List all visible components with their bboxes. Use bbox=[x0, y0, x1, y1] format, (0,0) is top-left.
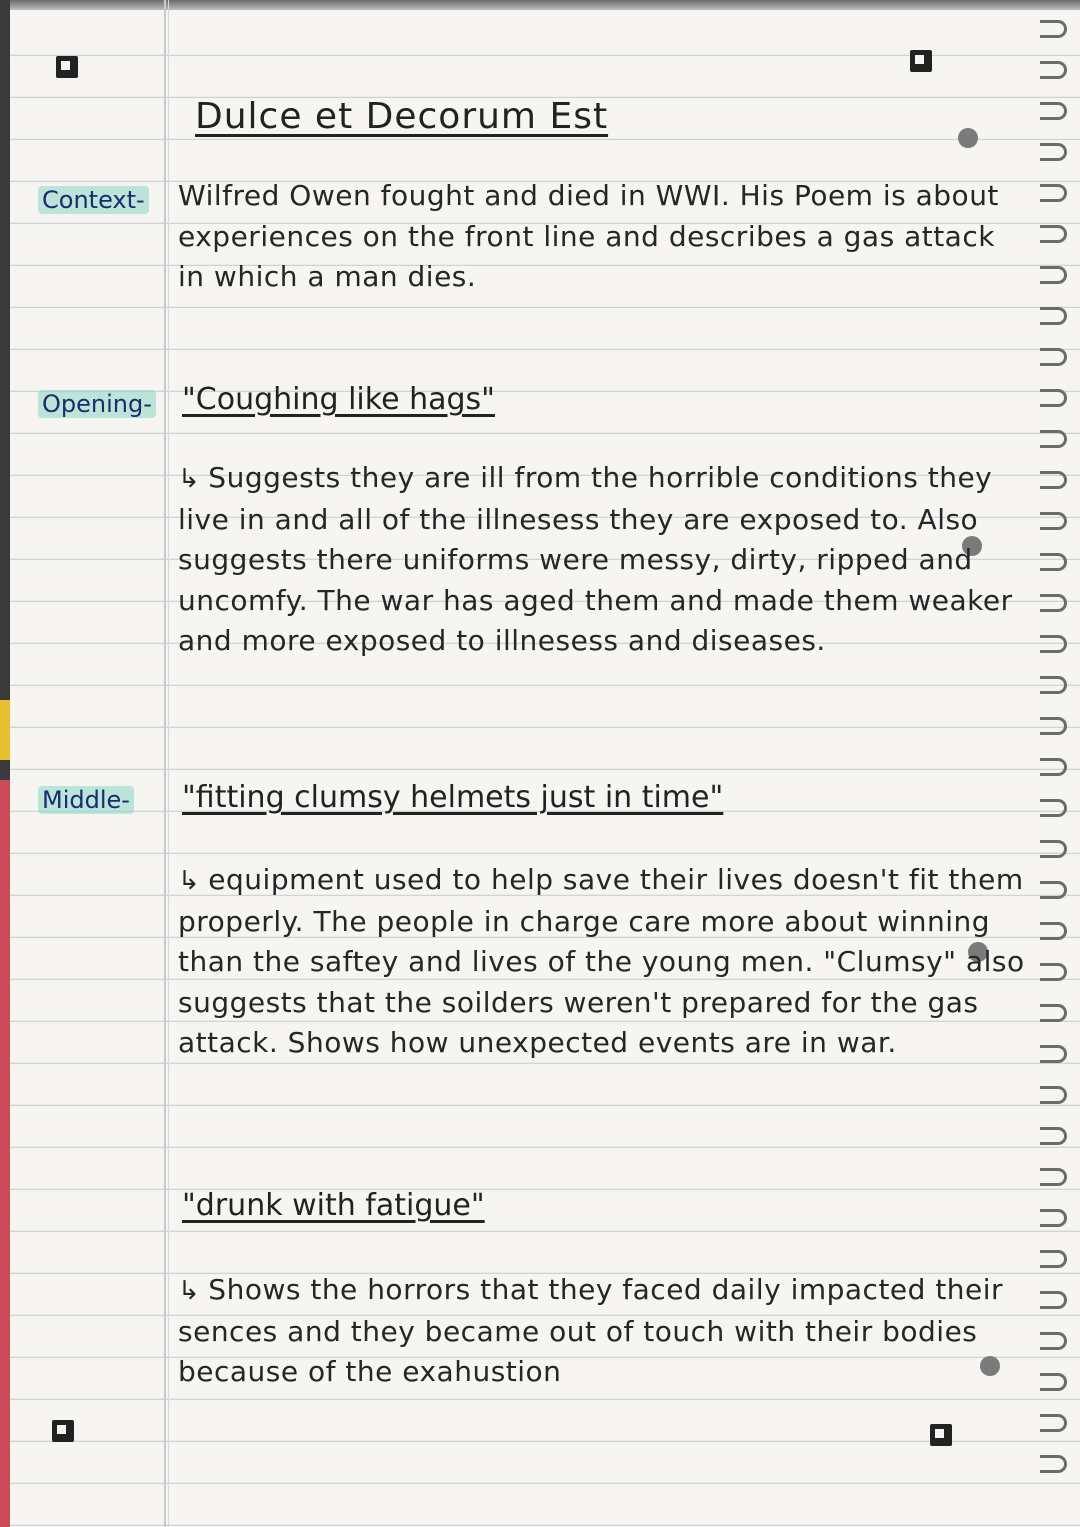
spiral-loop bbox=[1040, 594, 1067, 612]
context-text: Wilfred Owen fought and died in WWI. His Poem is about experiences on the front line and describes a gas attack in which a man dies. bbox=[178, 179, 999, 293]
spiral-loop bbox=[1040, 1004, 1067, 1022]
opening-quote-text: "Coughing like hags" bbox=[182, 382, 495, 417]
opening-analysis bbox=[178, 458, 1028, 662]
fatigue-quote-text: "drunk with fatigue" bbox=[182, 1188, 485, 1223]
spiral-loop bbox=[1040, 758, 1067, 776]
spiral-loop bbox=[1040, 1250, 1067, 1268]
spiral-loop bbox=[1040, 1332, 1067, 1350]
spiral-loop bbox=[1040, 307, 1067, 325]
middle-analysis bbox=[178, 860, 1028, 1064]
margin-line-secondary bbox=[168, 0, 169, 1527]
spiral-loop bbox=[1040, 61, 1067, 79]
spiral-loop bbox=[1040, 676, 1067, 694]
spiral-loop bbox=[1040, 840, 1067, 858]
spiral-loop bbox=[1040, 1291, 1067, 1309]
punch-hole-icon bbox=[958, 128, 978, 148]
spiral-loop bbox=[1040, 20, 1067, 38]
arrow-icon: ↳ bbox=[178, 464, 201, 494]
opening-analysis-text: Suggests they are ill from the horrible conditions they live in and all of the illnesess they are exposed to. Also suggests there uniforms were messy, dirty, ripped and uncomfy. The war has aged them and made them weaker and more exposed to illnesess and diseases. bbox=[178, 461, 1013, 657]
spiral-loop bbox=[1040, 1455, 1067, 1473]
spiral-loop bbox=[1040, 225, 1067, 243]
spiral-loop bbox=[1040, 512, 1067, 530]
spiral-loop bbox=[1040, 922, 1067, 940]
margin-line bbox=[164, 0, 166, 1527]
section-label-opening: Opening- bbox=[38, 390, 156, 418]
spiral-loop bbox=[1040, 881, 1067, 899]
middle-quote bbox=[182, 780, 723, 815]
spiral-loop bbox=[1040, 1373, 1067, 1391]
fatigue-analysis bbox=[178, 1270, 1028, 1393]
spiral-loop bbox=[1040, 1045, 1067, 1063]
page-title: Dulce et Decorum Est bbox=[195, 96, 609, 137]
spiral-loop bbox=[1040, 717, 1067, 735]
spiral-loop bbox=[1040, 635, 1067, 653]
middle-quote-text: "fitting clumsy helmets just in time" bbox=[182, 780, 724, 815]
fatigue-analysis-text: Shows the horrors that they faced daily impacted their sences and they became out of touch with their bodies because of the exahustion bbox=[178, 1273, 1004, 1388]
spiral-loop bbox=[1040, 1086, 1067, 1104]
page-top-edge bbox=[0, 0, 1080, 10]
spiral-loop bbox=[1040, 1209, 1067, 1227]
spiral-loop bbox=[1040, 963, 1067, 981]
spiral-loop bbox=[1040, 430, 1067, 448]
spiral-loop bbox=[1040, 266, 1067, 284]
corner-marker-icon bbox=[930, 1424, 952, 1446]
section-label-middle: Middle- bbox=[38, 786, 134, 814]
corner-marker-icon bbox=[56, 56, 78, 78]
spiral-loop bbox=[1040, 102, 1067, 120]
section-label-context: Context- bbox=[38, 186, 149, 214]
arrow-icon: ↳ bbox=[178, 1276, 201, 1306]
spiral-loop bbox=[1040, 1127, 1067, 1145]
page-left-tab-red bbox=[0, 780, 10, 1527]
fatigue-quote bbox=[182, 1188, 485, 1223]
spiral-binding-icon bbox=[1036, 20, 1076, 1520]
middle-analysis-text: equipment used to help save their lives doesn't fit them properly. The people in charge care more about winning than the saftey and lives of the young men. "Clumsy" also suggests that the soilders weren't prepared for the gas attack. Shows how unexpected events are in war. bbox=[178, 863, 1025, 1059]
spiral-loop bbox=[1040, 348, 1067, 366]
spiral-loop bbox=[1040, 1168, 1067, 1186]
arrow-icon: ↳ bbox=[178, 866, 201, 896]
spiral-loop bbox=[1040, 471, 1067, 489]
page-left-tab-yellow bbox=[0, 700, 10, 760]
spiral-loop bbox=[1040, 389, 1067, 407]
spiral-loop bbox=[1040, 1414, 1067, 1432]
corner-marker-icon bbox=[52, 1420, 74, 1442]
opening-quote bbox=[182, 382, 495, 417]
spiral-loop bbox=[1040, 184, 1067, 202]
spiral-loop bbox=[1040, 799, 1067, 817]
spiral-loop bbox=[1040, 553, 1067, 571]
spiral-loop bbox=[1040, 143, 1067, 161]
corner-marker-icon bbox=[910, 50, 932, 72]
